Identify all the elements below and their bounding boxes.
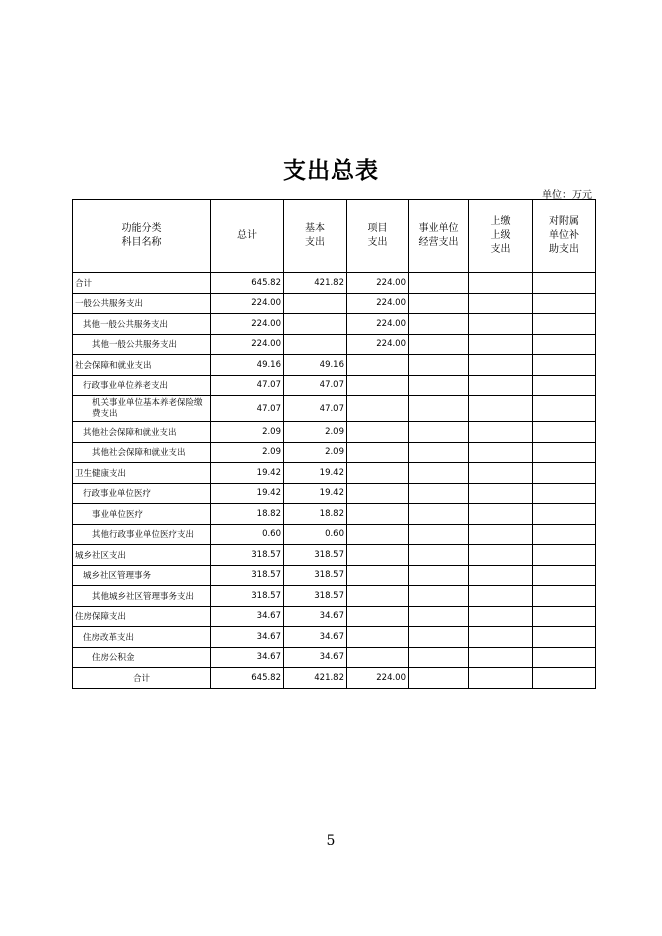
cell-project: 224.00 [347,334,409,355]
cell-project: 224.00 [347,273,409,294]
cell-total: 19.42 [211,483,284,504]
cell-basic: 47.07 [284,396,347,422]
row-name: 合计 [73,273,211,294]
table-row [73,334,596,355]
table-row [73,565,596,586]
cell-project: 224.00 [347,314,409,335]
row-name: 一般公共服务支出 [73,293,211,314]
cell-basic: 421.82 [284,273,347,294]
table-row [73,545,596,566]
row-name: 住房改革支出 [73,627,211,648]
cell-basic: 318.57 [284,545,347,566]
cell-project [347,627,409,648]
expenditure-table [72,199,596,689]
table-row [73,463,596,484]
cell-basic: 19.42 [284,483,347,504]
cell-total: 224.00 [211,334,284,355]
cell-total: 47.07 [211,375,284,396]
row-name: 机关事业单位基本养老保险缴费支出 [73,396,211,422]
cell-total: 34.67 [211,606,284,627]
cell-total: 0.60 [211,524,284,545]
cell-basic: 34.67 [284,606,347,627]
cell-project [347,565,409,586]
cell-basic: 34.67 [284,647,347,668]
cell-basic: 421.82 [284,668,347,689]
cell-total: 318.57 [211,586,284,607]
cell-project: 224.00 [347,293,409,314]
table-row [73,627,596,648]
table-row [73,606,596,627]
page-title: 支出总表 [283,157,379,184]
row-name: 社会保障和就业支出 [73,355,211,376]
row-name: 住房保障支出 [73,606,211,627]
cell-total: 645.82 [211,668,284,689]
cell-project: 224.00 [347,668,409,689]
cell-basic: 318.57 [284,565,347,586]
cell-total: 47.07 [211,396,284,422]
table-row [73,422,596,443]
header-basic: 基本 支出 [284,200,347,273]
row-name: 行政事业单位医疗 [73,483,211,504]
header-category: 功能分类 科目名称 [73,200,211,273]
cell-basic: 0.60 [284,524,347,545]
cell-basic: 49.16 [284,355,347,376]
cell-project [347,647,409,668]
header-business: 事业单位 经营支出 [409,200,469,273]
row-name: 其他行政事业单位医疗支出 [73,524,211,545]
table-row [73,273,596,294]
header-total: 总计 [211,200,284,273]
table-row [73,586,596,607]
table-row [73,396,596,422]
row-name: 其他一般公共服务支出 [73,334,211,355]
cell-total: 18.82 [211,504,284,525]
cell-project [347,504,409,525]
cell-basic: 318.57 [284,586,347,607]
row-name: 城乡社区管理事务 [73,565,211,586]
row-name: 其他一般公共服务支出 [73,314,211,335]
cell-project [347,375,409,396]
cell-basic: 19.42 [284,463,347,484]
header-project: 项目 支出 [347,200,409,273]
row-name: 其他城乡社区管理事务支出 [73,586,211,607]
cell-basic: 34.67 [284,627,347,648]
table-header-row [73,200,596,273]
cell-total: 2.09 [211,422,284,443]
cell-project [347,463,409,484]
cell-total: 224.00 [211,293,284,314]
cell-basic: 18.82 [284,504,347,525]
cell-basic: 47.07 [284,375,347,396]
table-total-row [73,668,596,689]
cell-project [347,545,409,566]
cell-total: 34.67 [211,627,284,648]
row-name: 其他社会保障和就业支出 [73,442,211,463]
cell-project [347,483,409,504]
table-row [73,647,596,668]
cell-project [347,524,409,545]
row-name: 事业单位医疗 [73,504,211,525]
row-name: 行政事业单位养老支出 [73,375,211,396]
cell-basic [284,334,347,355]
table-row [73,314,596,335]
cell-total: 34.67 [211,647,284,668]
cell-project [347,606,409,627]
cell-total: 318.57 [211,545,284,566]
cell-total: 224.00 [211,314,284,335]
row-name: 住房公积金 [73,647,211,668]
header-upper: 上缴 上级 支出 [469,200,533,273]
cell-total: 49.16 [211,355,284,376]
cell-total: 2.09 [211,442,284,463]
row-name: 卫生健康支出 [73,463,211,484]
cell-project [347,396,409,422]
table-row [73,375,596,396]
table-row [73,355,596,376]
unit-label: 单位：万元 [542,190,592,201]
table-row [73,504,596,525]
page-number: 5 [326,833,336,849]
row-name: 其他社会保障和就业支出 [73,422,211,443]
row-name: 合计 [73,668,211,689]
cell-project [347,442,409,463]
cell-project [347,355,409,376]
cell-basic [284,314,347,335]
table-row [73,483,596,504]
cell-basic: 2.09 [284,422,347,443]
cell-total: 19.42 [211,463,284,484]
cell-total: 318.57 [211,565,284,586]
cell-total: 645.82 [211,273,284,294]
table-row [73,442,596,463]
cell-basic: 2.09 [284,442,347,463]
cell-project [347,422,409,443]
row-name: 城乡社区支出 [73,545,211,566]
table-row [73,524,596,545]
cell-basic [284,293,347,314]
cell-project [347,586,409,607]
header-subsidy: 对附属 单位补 助支出 [533,200,596,273]
table-row [73,293,596,314]
